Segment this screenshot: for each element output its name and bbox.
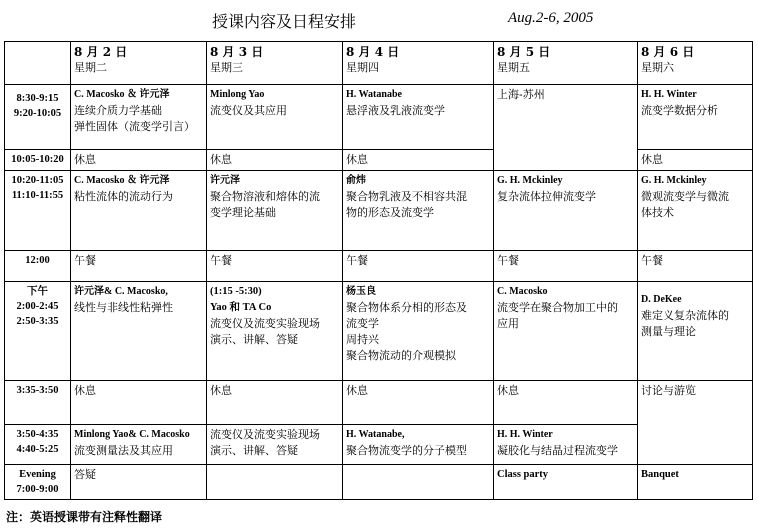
session-cell: 流变仪及流变实验现场 演示、讲解、答疑 [207, 425, 343, 465]
table-row [5, 171, 753, 251]
lunch-cell: 午餐 [343, 251, 494, 282]
evening-cell [207, 465, 343, 500]
time-cell: 10:20-11:05 11:10-11:55 [5, 171, 71, 251]
break-cell: 休息 [638, 150, 753, 171]
table-row [5, 251, 753, 282]
evening-cell: Class party [494, 465, 638, 500]
time-cell: 3:35-3:50 [5, 381, 71, 425]
tour-cell: 讨论与游览 [638, 381, 753, 465]
time-cell: 10:05-10:20 [5, 150, 71, 171]
day-header: 8 月 2 日 星期二 [71, 42, 207, 85]
table-row [5, 85, 753, 150]
session-cell: C. Macosko ＆ 许元泽 粘性流体的流动行为 [71, 171, 207, 251]
break-cell: 休息 [71, 381, 207, 425]
day-header: 8 月 3 日 星期三 [207, 42, 343, 85]
session-cell: (1:15 -5:30) Yao 和 TA Co 流变仪及流变实验现场 演示、讲解、答疑 [207, 282, 343, 381]
break-cell: 休息 [494, 381, 638, 425]
schedule-table [4, 41, 753, 500]
session-cell: G. H. Mckinley 复杂流体拉伸流变学 [494, 171, 638, 251]
session-cell: Minlong Yao 流变仪及其应用 [207, 85, 343, 150]
lunch-cell: 午餐 [207, 251, 343, 282]
evening-cell [343, 465, 494, 500]
header-row [5, 42, 753, 85]
session-cell: Minlong Yao& C. Macosko 流变测量法及其应用 [71, 425, 207, 465]
session-cell: D. DeKee 难定义复杂流体的 测量与理论 [638, 282, 753, 381]
page-title: 授课内容及日程安排 [212, 12, 357, 31]
table-row [5, 282, 753, 381]
session-cell: H. H. Winter 凝胶化与结晶过程流变学 [494, 425, 638, 465]
table-row [5, 465, 753, 500]
lunch-cell: 午餐 [71, 251, 207, 282]
lunch-cell: 午餐 [494, 251, 638, 282]
break-cell: 休息 [71, 150, 207, 171]
session-cell: 许元泽& C. Macosko, 线性与非线性粘弹性 [71, 282, 207, 381]
table-row [5, 150, 753, 171]
session-cell: H. Watanabe 悬浮液及乳液流变学 [343, 85, 494, 150]
evening-cell: Banquet [638, 465, 753, 500]
session-cell: 许元泽 聚合物溶液和熔体的流 变学理论基础 [207, 171, 343, 251]
session-cell: H. H. Winter 流变学数据分析 [638, 85, 753, 150]
session-cell: G. H. Mckinley 微观流变学与微流 体技术 [638, 171, 753, 251]
break-cell: 休息 [343, 381, 494, 425]
day-header: 8 月 4 日 星期四 [343, 42, 494, 85]
time-cell: 12:00 [5, 251, 71, 282]
corner-cell [5, 42, 71, 85]
session-cell: 杨玉良 聚合物体系分相的形态及 流变学 周持兴 聚合物流动的介观模拟 [343, 282, 494, 381]
session-cell: C. Macosko 流变学在聚合物加工中的 应用 [494, 282, 638, 381]
time-cell: Evening 7:00-9:00 [5, 465, 71, 500]
session-cell: C. Macosko ＆ 许元泽 连续介质力学基础 弹性固体（流变学引言） [71, 85, 207, 150]
break-cell: 休息 [207, 381, 343, 425]
session-cell: 俞炜 聚合物乳液及不相容共混 物的形态及流变学 [343, 171, 494, 251]
footnote: 注：英语授课带有注释性翻译 [6, 510, 163, 524]
date-range: Aug.2-6, 2005 [508, 10, 594, 26]
session-cell: H. Watanabe, 聚合物流变学的分子模型 [343, 425, 494, 465]
page-header [0, 6, 758, 32]
evening-cell: 答疑 [71, 465, 207, 500]
day-header: 8 月 5 日 星期五 [494, 42, 638, 85]
time-cell: 8:30-9:15 9:20-10:05 [5, 85, 71, 150]
table-row [5, 381, 753, 425]
lunch-cell: 午餐 [638, 251, 753, 282]
day-header: 8 月 6 日 星期六 [638, 42, 753, 85]
time-cell: 下午 2:00-2:45 2:50-3:35 [5, 282, 71, 381]
time-cell: 3:50-4:35 4:40-5:25 [5, 425, 71, 465]
session-cell: 上海-苏州 [494, 85, 638, 171]
break-cell: 休息 [207, 150, 343, 171]
break-cell: 休息 [343, 150, 494, 171]
